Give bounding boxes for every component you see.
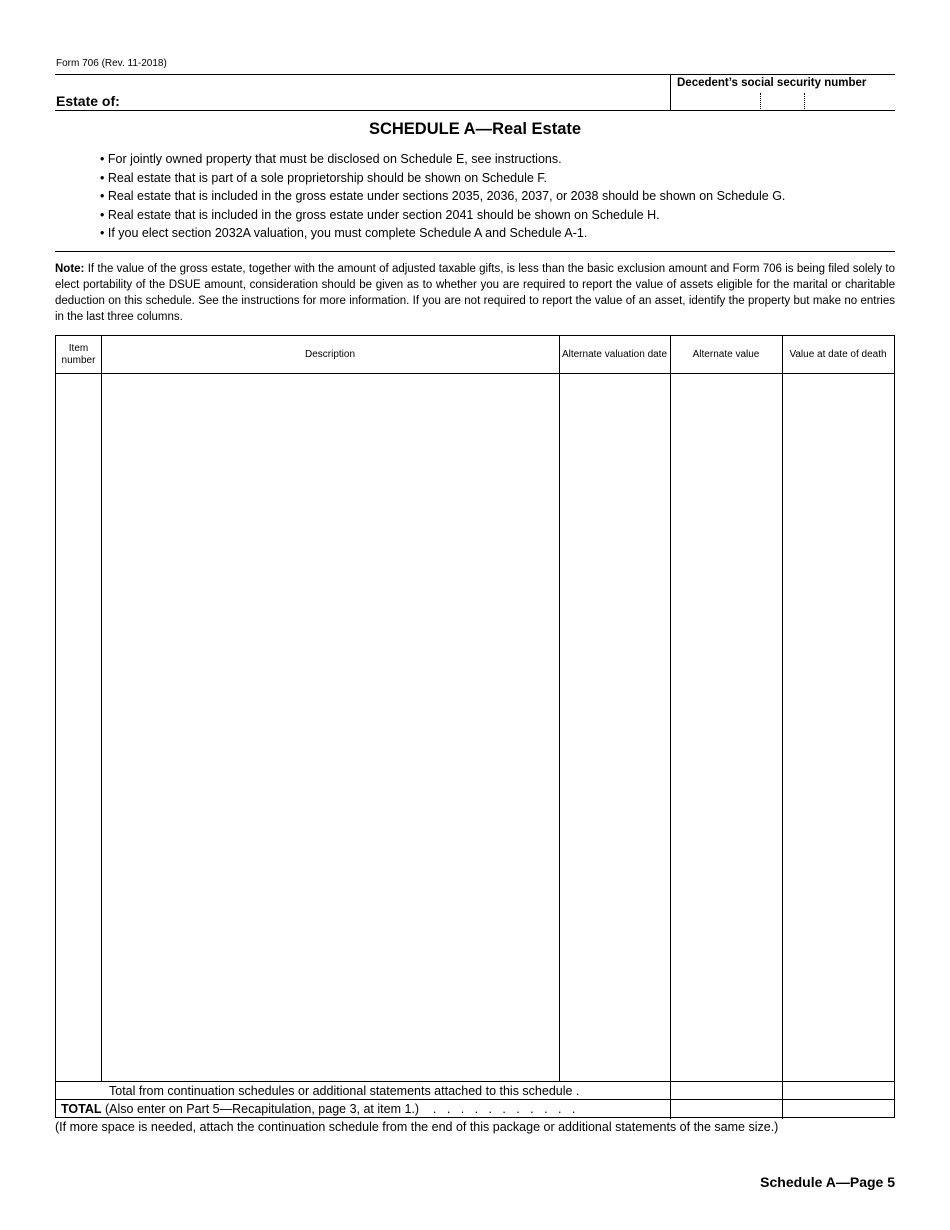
ssn-label: Decedent’s social security number xyxy=(677,77,867,89)
col-header-description: Description xyxy=(304,348,356,360)
footer-note: (If more space is needed, attach the continuation schedule from the end of this package or additional statements of the same size.) xyxy=(55,1120,779,1134)
bullet-item: • Real estate that is included in the gross estate under section 2041 should be shown on Schedule H. xyxy=(100,206,785,225)
item-number-entry-area[interactable] xyxy=(56,374,101,1081)
schedule-title: SCHEDULE A—Real Estate xyxy=(368,120,582,138)
ssn-segment-divider xyxy=(804,93,805,109)
value-at-death-entry-area[interactable] xyxy=(783,374,894,1081)
col-header-item-number: Item number xyxy=(61,342,96,366)
bullet-item: • For jointly owned property that must be disclosed on Schedule E, see instructions. xyxy=(100,150,785,169)
total-label-text: (Also enter on Part 5—Recapitulation, page 3, at item 1.) . . . . . . . . . . . xyxy=(101,1102,576,1116)
note-paragraph xyxy=(55,261,895,325)
continuation-value-at-death-field[interactable] xyxy=(783,1082,894,1100)
instruction-bullets xyxy=(100,150,785,243)
alternate-valuation-date-entry-area[interactable] xyxy=(560,374,670,1081)
form-id: Form 706 (Rev. 11-2018) xyxy=(56,58,167,69)
total-alternate-value-field[interactable] xyxy=(671,1100,782,1118)
ssn-segment-divider xyxy=(760,93,761,109)
real-estate-table xyxy=(55,335,895,1118)
continuation-alternate-value-field[interactable] xyxy=(671,1082,782,1100)
page-label: Schedule A—Page 5 xyxy=(760,1174,895,1190)
col-header-value-at-date-of-death: Value at date of death xyxy=(789,348,887,360)
continuation-total-label: Total from continuation schedules or additional statements attached to this schedule . xyxy=(109,1084,580,1098)
col-header-alternate-value: Alternate value xyxy=(692,348,760,360)
note-text: If the value of the gross estate, together with the amount of adjusted taxable gifts, is less than the basic exclusion amount and Form 706 is being filed solely to elect portability of the DSUE amount, consideration should be given as to whether you are required to report the value of assets eligible for the marital or charitable deduction on this schedule. See the instructions for more information. If you are not required to report the value of an asset, identify the property but make no entries in the last three columns. xyxy=(55,263,895,323)
alternate-value-entry-area[interactable] xyxy=(671,374,782,1081)
section-rule xyxy=(55,251,895,252)
description-entry-area[interactable] xyxy=(102,374,559,1081)
estate-of-label: Estate of: xyxy=(56,93,120,109)
bullet-item: • Real estate that is included in the gross estate under sections 2035, 2036, 2037, or 2038 should be shown on Schedule G. xyxy=(100,187,785,206)
col-header-alternate-valuation-date: Alternate valuation date xyxy=(561,348,668,360)
total-bold-label: TOTAL xyxy=(61,1102,102,1116)
bullet-item: • Real estate that is part of a sole proprietorship should be shown on Schedule F. xyxy=(100,169,785,188)
bullet-item: • If you elect section 2032A valuation, you must complete Schedule A and Schedule A-1. xyxy=(100,224,785,243)
total-value-at-death-field[interactable] xyxy=(783,1100,894,1118)
total-row-label xyxy=(56,1100,666,1118)
note-label: Note: xyxy=(55,263,85,275)
header-bottom-rule xyxy=(55,110,895,111)
